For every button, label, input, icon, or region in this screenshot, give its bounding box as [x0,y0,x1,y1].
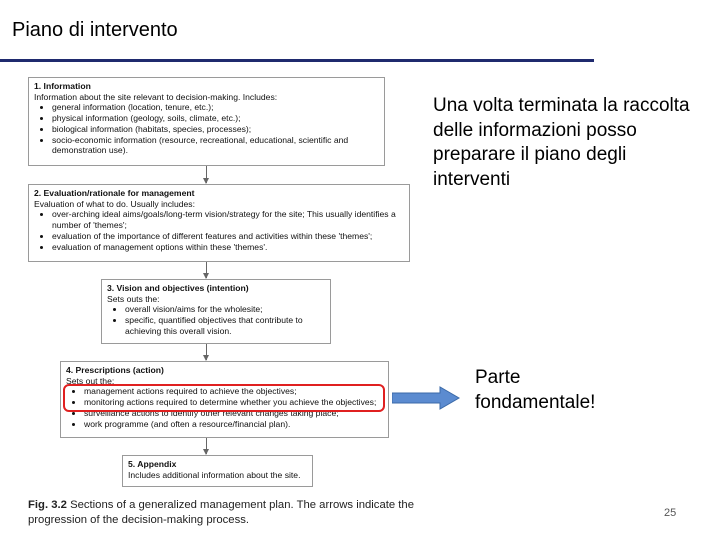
list-item: • over-arching ideal aims/goals/long-term vision/strategy for the site; This usually identifies a number of 'themes'; [52,209,404,230]
list-item: • evaluation of management options within these 'themes'. [52,242,404,253]
flow-arrow-4 [206,438,207,454]
list-item: • evaluation of the importance of different features and activities within these 'themes'; [52,231,404,242]
box-information-heading: 1. Information [34,81,91,91]
list-item: • physical information (geology, soils, climate, etc.); [52,113,379,124]
box-evaluation-heading: 2. Evaluation/rationale for management [34,188,195,198]
right-arrow-icon [392,386,460,410]
box-information [28,77,385,166]
box-appendix [122,455,313,487]
box-prescriptions-heading: 4. Prescriptions (action) [66,365,164,375]
figure-caption [28,498,420,527]
side-explanation-text: Una volta terminata la raccolta delle informazioni posso preparare il piano degli interventi [433,95,690,191]
figure-caption-text: Sections of a generalized management plan. The arrows indicate the progression of the decision-making process. [28,499,414,526]
flow-arrow-1 [206,166,207,183]
box-evaluation [28,184,410,262]
box-information-intro: Information about the site relevant to decision-making. Includes: [34,91,278,102]
box-appendix-heading: 5. Appendix [128,459,177,469]
list-item: • general information (location, tenure, etc.); [52,102,379,113]
box-vision-heading: 3. Vision and objectives (intention) [107,283,249,293]
box-evaluation-intro: Evaluation of what to do. Usually includes: [34,198,195,209]
page-number: 25 [664,507,677,519]
box-appendix-intro: Includes additional information about the site. [128,469,301,480]
list-item: • management actions required to achieve the objectives; [84,386,383,397]
list-item: • work programme (and often a resource/financial plan). [84,419,383,430]
list-item: • monitoring actions required to determine whether you achieve the objectives; [84,397,383,408]
list-item: • socio-economic information (resource, recreational, educational, scientific and demonstration use). [52,135,379,156]
list-item: • biological information (habitats, species, processes); [52,124,379,135]
slide-title: Piano di intervento [12,19,178,41]
figure-caption-label: Fig. 3.2 [28,499,67,511]
callout-text: Parte fondamentale! [475,367,596,413]
box-prescriptions-intro: Sets out the: [66,375,115,386]
list-item: • overall vision/aims for the wholesite; [125,304,325,315]
highlight-rectangle [63,384,385,412]
management-plan-figure [25,74,420,540]
box-vision [101,279,331,344]
flow-arrow-3 [206,344,207,360]
box-vision-intro: Sets outs the: [107,293,160,304]
list-item: • surveillance actions to identify other relevant changes taking place; [84,408,383,419]
title-underline [0,59,594,62]
list-item: • specific, quantified objectives that contribute to achieving this overall vision. [125,315,325,336]
flow-arrow-2 [206,262,207,278]
